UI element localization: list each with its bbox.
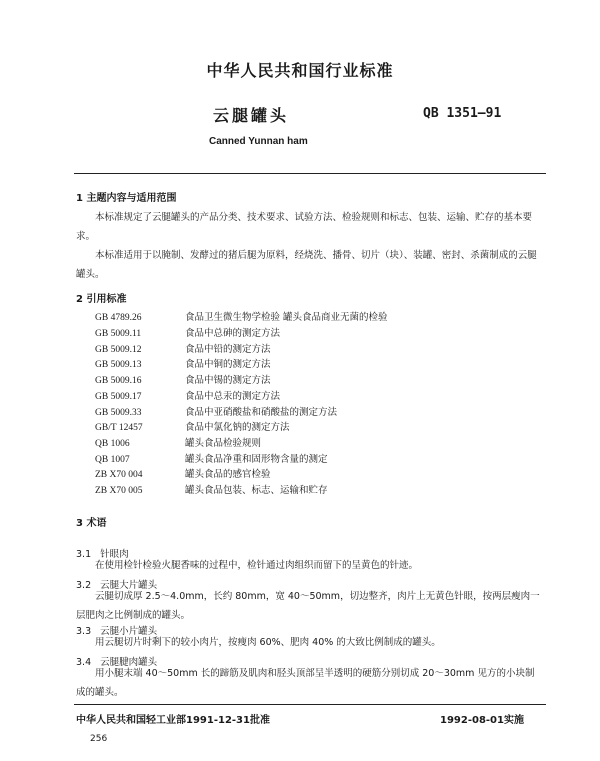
reference-item — [95, 356, 271, 370]
term-number: 3.3 — [76, 626, 92, 637]
term-definition: 用云腿切片时剩下的较小肉片，按瘦肉 60%、肥肉 40% 的大致比例制成的罐头。 — [95, 637, 441, 648]
english-title: Canned Yunnan ham — [209, 136, 308, 147]
reference-item — [95, 451, 328, 465]
reference-name: 食品中铅的测定方法 — [185, 344, 271, 355]
reference-item — [95, 466, 271, 480]
footer-approval — [76, 711, 270, 726]
reference-item — [95, 341, 271, 355]
reference-code: ZB X70 004 — [95, 470, 143, 480]
reference-name: 食品中亚硝酸盐和硝酸盐的测定方法 — [185, 407, 338, 418]
reference-item — [95, 419, 290, 433]
approval-date: 1991-12-31批准 — [186, 715, 270, 726]
term-name: 云腿腱肉罐头 — [100, 657, 158, 668]
reference-item — [95, 388, 280, 402]
reference-code: GB 5009.17 — [95, 392, 142, 402]
term-definition: 云腿切成厚 2.5～4.0mm，长约 80mm，宽 40～50mm，切边整齐，肉片上无黄色针眼，按两层瘦肉一层肥肉之比例制成的罐头。 — [76, 591, 540, 621]
reference-code: ZB X70 005 — [95, 486, 143, 496]
reference-item — [95, 372, 271, 386]
reference-name: 食品中铜的测定方法 — [185, 359, 271, 370]
reference-item — [95, 482, 328, 496]
reference-name: 罐头食品净重和固形物含量的测定 — [185, 454, 328, 465]
section-1-heading: 1 主题内容与适用范围 — [76, 193, 177, 204]
reference-name: 食品中总砷的测定方法 — [185, 328, 281, 339]
term-definition: 用小腿末端 40～50mm 长的蹄筋及肌肉和胫头顶部呈半透明的硬筋分别切成 20～30mm 见方的小块制成的罐头。 — [76, 668, 535, 698]
reference-item — [95, 309, 388, 323]
footer-divider — [74, 704, 546, 705]
term-name: 针眼肉 — [100, 549, 129, 560]
reference-name: 食品中总汞的测定方法 — [185, 391, 281, 402]
top-divider — [74, 173, 546, 174]
reference-item — [95, 325, 280, 339]
reference-item — [95, 435, 261, 449]
section-1-paragraph-1: 本标准规定了云腿罐头的产品分类、技术要求、试验方法、检验规则和标志、包装、运输、贮存的基本要求。 — [76, 212, 533, 242]
reference-code: GB 5009.33 — [95, 408, 142, 418]
reference-code: GB 5009.12 — [95, 345, 142, 355]
page-number: 256 — [90, 734, 108, 744]
reference-code: GB 5009.11 — [95, 329, 142, 339]
implementation-date: 1992-08-01实施 — [440, 715, 524, 726]
term-number: 3.4 — [76, 657, 92, 668]
reference-name: 罐头食品的感官检验 — [185, 469, 271, 480]
document-title: 云腿罐头 — [213, 106, 290, 125]
reference-name: 罐头食品包装、标志、运输和贮存 — [185, 485, 328, 496]
reference-code: GB 5009.13 — [95, 360, 142, 370]
term-number: 3.2 — [76, 580, 92, 591]
reference-code: GB/T 12457 — [95, 423, 143, 433]
term-definition: 在使用检针检验火腿香味的过程中，检针通过肉组织而留下的呈黄色的针迹。 — [95, 560, 419, 571]
reference-name: 食品中氯化钠的测定方法 — [185, 422, 290, 433]
term-name: 云腿小片罐头 — [100, 626, 158, 637]
section-3-heading: 3 术语 — [76, 518, 107, 529]
reference-code: QB 1006 — [95, 439, 130, 449]
term-name: 云腿大片罐头 — [100, 580, 158, 591]
reference-name: 食品中锡的测定方法 — [185, 375, 271, 386]
issuer: 中华人民共和国轻工业部 — [76, 715, 186, 726]
reference-item — [95, 404, 337, 418]
standard-code: QB 1351—91 — [423, 106, 502, 121]
term-number: 3.1 — [76, 549, 92, 560]
section-2-heading: 2 引用标准 — [76, 294, 127, 305]
reference-code: GB 4789.26 — [95, 313, 142, 323]
reference-code: GB 5009.16 — [95, 376, 142, 386]
reference-name: 食品卫生微生物学检验 罐头食品商业无菌的检验 — [185, 312, 388, 323]
reference-name: 罐头食品检验规则 — [185, 438, 262, 449]
reference-code: QB 1007 — [95, 455, 130, 465]
section-1-paragraph-2: 本标准适用于以腌制、发酵过的猪后腿为原料，经烧洗、播骨、切片（块）、装罐、密封、杀菌制成的云腿罐头。 — [76, 250, 537, 280]
standard-type-header: 中华人民共和国行业标准 — [206, 61, 394, 80]
